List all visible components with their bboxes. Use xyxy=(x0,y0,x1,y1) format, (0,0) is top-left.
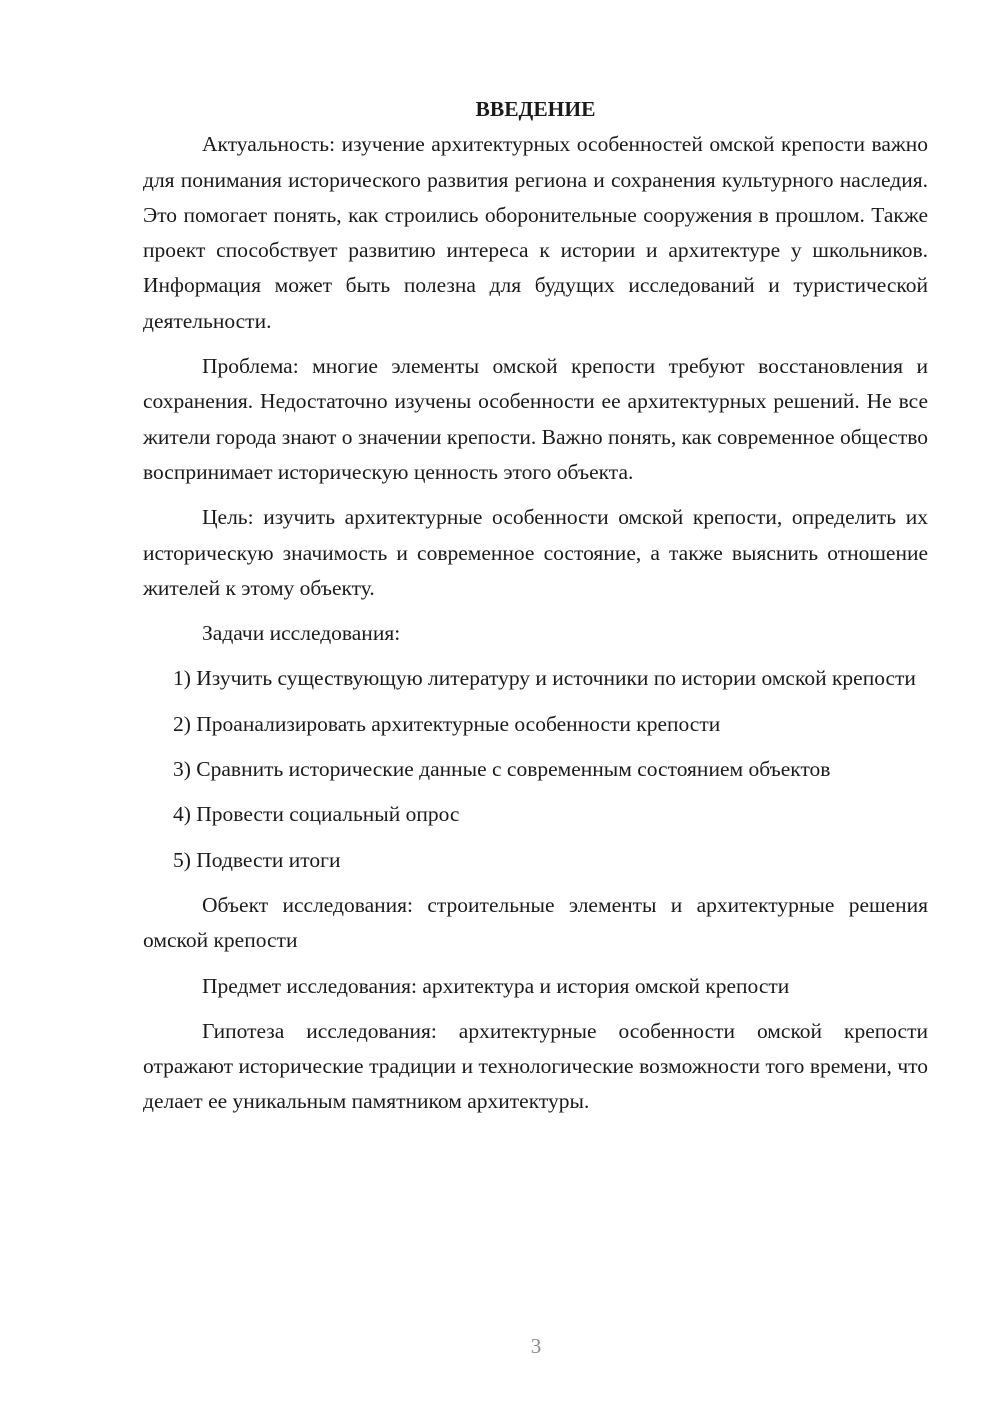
page-title: ВВЕДЕНИЕ xyxy=(475,97,596,121)
hypothesis-paragraph: Гипотеза исследования: архитектурные особенности омской крепости отражают исторические традиции и технологические возможности того времени, что делает ее уникальным памятником архитектуры. xyxy=(143,1018,928,1114)
tasks-heading: Задачи исследования: xyxy=(202,621,401,646)
task-item-3: 3) Сравнить исторические данные с современным состоянием объектов xyxy=(173,757,831,782)
relevance-paragraph: Актуальность: изучение архитектурных особенностей омской крепости важно для понимания исторического развития региона и сохранения культурного наследия. Это помогает понять, как строились оборонительные сооружения в прошлом. Также проект способствует развитию интереса к истории и архитектуре у школьников. Информация может быть полезна для будущих исследований и туристической деятельности. xyxy=(143,132,928,333)
task-item-2: 2) Проанализировать архитектурные особенности крепости xyxy=(173,711,721,736)
task-item-1: 1) Изучить существующую литературу и источники по истории омской крепости xyxy=(173,666,916,691)
problem-paragraph: Проблема: многие элементы омской крепости требуют восстановления и сохранения. Недостаточно изучены особенности ее архитектурных решений. Не все жители города знают о значении крепости. Важно понять, как современное общество воспринимает историческую ценность этого объекта. xyxy=(143,354,928,484)
object-paragraph: Объект исследования: строительные элементы и архитектурные решения омской крепости xyxy=(143,892,928,953)
subject-paragraph: Предмет исследования: архитектура и история омской крепости xyxy=(202,973,790,998)
task-item-4: 4) Провести социальный опрос xyxy=(173,802,460,827)
task-item-5: 5) Подвести итоги xyxy=(173,847,341,872)
page-number: 3 xyxy=(530,1334,542,1358)
document-page xyxy=(143,92,928,1130)
goal-paragraph: Цель: изучить архитектурные особенности омской крепости, определить их историческую значимость и современное состояние, а также выяснить отношение жителей к этому объекту. xyxy=(143,505,928,600)
